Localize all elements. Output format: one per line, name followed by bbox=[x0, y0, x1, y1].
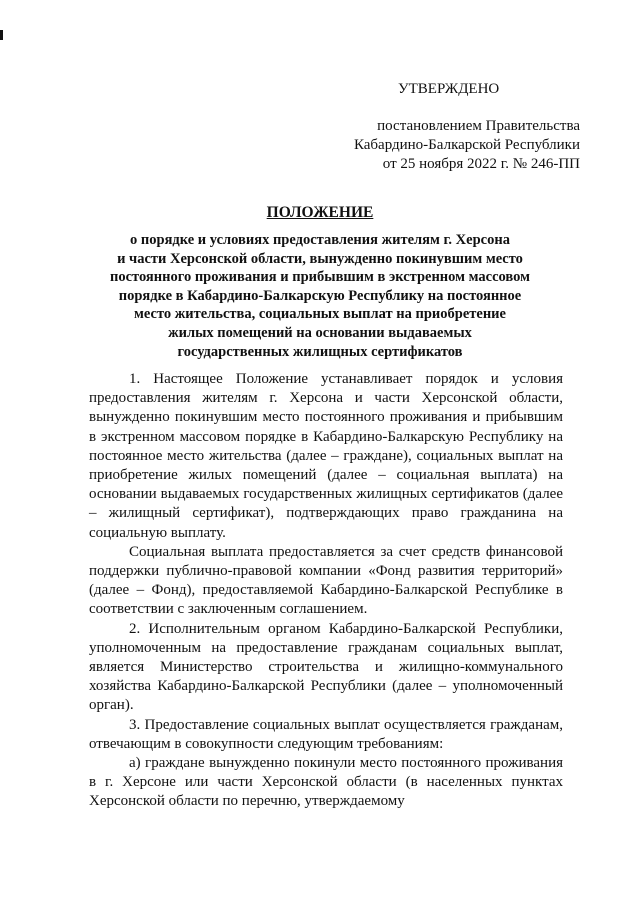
subtitle-line: и части Херсонской области, вынужденно покинувшим место bbox=[117, 250, 523, 267]
paragraph: 2. Исполнительным органом Кабардино-Балкарской Республики, уполномоченным на предоставление гражданам социальных выплат, является Министерство строительства и жилищно-коммунального хозяйства Кабардино-Балкарской Республики (далее – уполномоченный орган). bbox=[89, 620, 563, 714]
document-subtitle bbox=[100, 231, 540, 361]
subtitle-line: место жительства, социальных выплат на приобретение bbox=[134, 306, 506, 323]
document-body bbox=[89, 370, 563, 812]
subtitle-line: государственных жилищных сертификатов bbox=[177, 343, 463, 360]
paragraph: Социальная выплата предоставляется за счет средств финансовой поддержки публично-правовой компании «Фонд развития территорий» (далее – Фонд), предоставляемой Кабардино-Балкарской Республике в соответствии с заключенным соглашением. bbox=[89, 543, 563, 618]
approval-line: от 25 ноября 2022 г. № 246-ПП bbox=[382, 156, 580, 172]
approval-block bbox=[330, 80, 580, 174]
approval-heading: УТВЕРЖДЕНО bbox=[398, 81, 500, 97]
subtitle-line: постоянного проживания и прибывшим в экстренном массовом bbox=[109, 269, 531, 286]
subtitle-line: жилых помещений на основании выдаваемых bbox=[168, 324, 472, 341]
subtitle-line: о порядке и условиях предоставления жителям г. Херсона bbox=[130, 232, 510, 248]
paragraph: 1. Настоящее Положение устанавливает порядок и условия предоставления жителям г. Херсона и части Херсонской области, вынужденно покинувшим место постоянного проживания и прибывшим в экстренном массовом порядке в Кабардино-Балкарскую Республику на постоянное место жительства (далее – граждане), социальных выплат на приобретение жилых помещений (далее – социальная выплата) на основании выдаваемых государственных жилищных сертификатов (далее – жилищный сертификат), подтверждающих право гражданина на социальную выплату. bbox=[89, 371, 563, 541]
approval-line: постановлением Правительства bbox=[377, 118, 580, 134]
scan-mark bbox=[0, 30, 3, 40]
subtitle-line: порядке в Кабардино-Балкарскую Республику на постоянное bbox=[118, 287, 522, 304]
paragraph: 3. Предоставление социальных выплат осуществляется гражданам, отвечающим в совокупности следующим требованиям: bbox=[89, 716, 563, 752]
paragraph: а) граждане вынужденно покинули место постоянного проживания в г. Херсоне или части Херсонской области (в населенных пунктах Херсонской области по перечню, утверждаемому bbox=[89, 755, 563, 810]
document-title: ПОЛОЖЕНИЕ bbox=[266, 204, 374, 221]
approval-line: Кабардино-Балкарской Республики bbox=[353, 137, 580, 153]
